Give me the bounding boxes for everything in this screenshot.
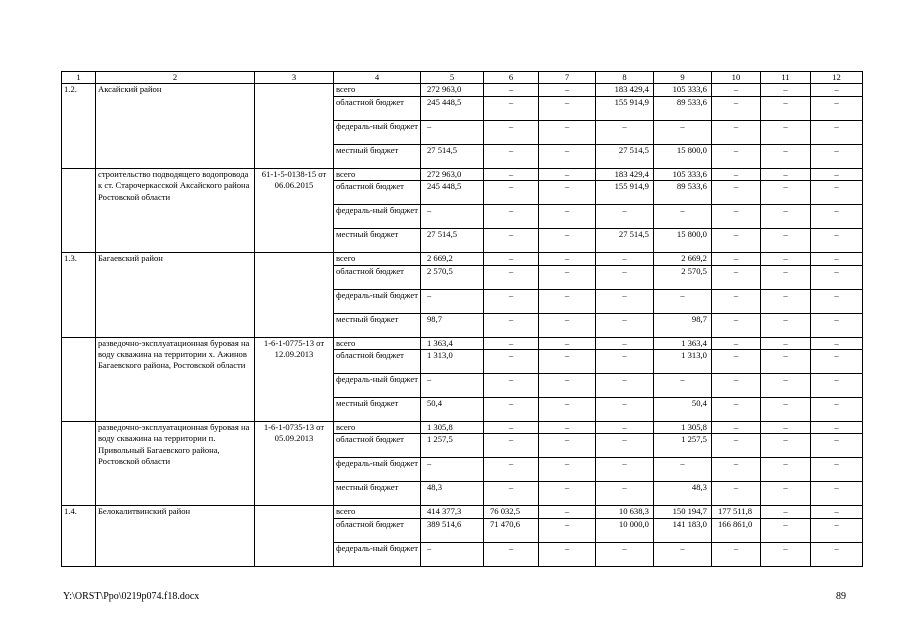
value-col5: 1 257,5 [420, 434, 483, 458]
item-code [255, 506, 334, 566]
value-col6: – [483, 542, 538, 566]
header-row [62, 72, 863, 84]
value-col10: – [711, 458, 760, 482]
value-col5: 48,3 [420, 482, 483, 506]
item-number: 1.4. [62, 506, 96, 566]
value-col9: – [653, 120, 711, 144]
value-col8: – [595, 205, 653, 229]
item-name: Аксайский район [96, 84, 255, 168]
funding-source: федераль-ный бюджет [334, 289, 421, 313]
value-col10: – [711, 398, 760, 422]
column-header: 6 [483, 72, 538, 84]
item-name: строительство подводящего водопровода к ст. Старочеркасской Аксайского района Ростовской области [96, 168, 255, 252]
value-col11: – [760, 542, 810, 566]
value-col7: – [538, 96, 595, 120]
column-header: 4 [334, 72, 421, 84]
value-col12: – [810, 422, 862, 434]
value-col6: – [483, 422, 538, 434]
funding-source: местный бюджет [334, 144, 421, 168]
value-col7: – [538, 374, 595, 398]
value-col9: 150 194,7 [653, 506, 711, 518]
value-col7: – [538, 168, 595, 180]
value-col9: 1 363,4 [653, 337, 711, 349]
column-header: 7 [538, 72, 595, 84]
value-col5: 2 570,5 [420, 265, 483, 289]
funding-source: местный бюджет [334, 229, 421, 253]
item-name: разведочно-эксплуатационная буровая на воду скважина на территории х. Ажинов Багаевского района, Ростовской области [96, 337, 255, 421]
value-col11: – [760, 289, 810, 313]
funding-source: местный бюджет [334, 313, 421, 337]
column-header: 11 [760, 72, 810, 84]
table-row [62, 253, 863, 265]
value-col5: 245 448,5 [420, 96, 483, 120]
value-col7: – [538, 458, 595, 482]
funding-source: федераль-ный бюджет [334, 205, 421, 229]
value-col7: – [538, 337, 595, 349]
value-col5: 2 669,2 [420, 253, 483, 265]
item-number [62, 337, 96, 421]
funding-source: федераль-ный бюджет [334, 542, 421, 566]
value-col6: – [483, 434, 538, 458]
value-col9: 1 313,0 [653, 350, 711, 374]
funding-source: всего [334, 337, 421, 349]
value-col5: – [420, 120, 483, 144]
item-name: разведочно-эксплуатационная буровая на воду скважина на территории п. Привольный Багаевского района, Ростовской области [96, 422, 255, 506]
value-col6: – [483, 144, 538, 168]
value-col7: – [538, 434, 595, 458]
value-col7: – [538, 422, 595, 434]
value-col11: – [760, 518, 810, 542]
value-col7: – [538, 265, 595, 289]
value-col11: – [760, 205, 810, 229]
value-col5: 27 514,5 [420, 229, 483, 253]
value-col8: 183 429,4 [595, 84, 653, 96]
value-col5: 414 377,3 [420, 506, 483, 518]
value-col5: 1 305,8 [420, 422, 483, 434]
value-col6: – [483, 229, 538, 253]
value-col11: – [760, 181, 810, 205]
value-col9: 50,4 [653, 398, 711, 422]
value-col11: – [760, 422, 810, 434]
value-col12: – [810, 518, 862, 542]
value-col12: – [810, 337, 862, 349]
value-col8: – [595, 289, 653, 313]
value-col5: 272 963,0 [420, 168, 483, 180]
value-col12: – [810, 458, 862, 482]
value-col10: – [711, 289, 760, 313]
value-col7: – [538, 84, 595, 96]
value-col12: – [810, 374, 862, 398]
value-col11: – [760, 313, 810, 337]
value-col8: 27 514,5 [595, 229, 653, 253]
column-header: 5 [420, 72, 483, 84]
value-col9: 1 305,8 [653, 422, 711, 434]
funding-source: областной бюджет [334, 350, 421, 374]
column-header: 10 [711, 72, 760, 84]
value-col9: – [653, 205, 711, 229]
value-col10: – [711, 350, 760, 374]
value-col11: – [760, 253, 810, 265]
value-col12: – [810, 506, 862, 518]
table-row [62, 168, 863, 180]
value-col6: – [483, 313, 538, 337]
value-col12: – [810, 542, 862, 566]
value-col10: – [711, 181, 760, 205]
page-number: 89 [836, 591, 846, 602]
value-col12: – [810, 482, 862, 506]
table-row [62, 337, 863, 349]
value-col6: – [483, 120, 538, 144]
value-col5: 272 963,0 [420, 84, 483, 96]
column-header: 9 [653, 72, 711, 84]
funding-source: федераль-ный бюджет [334, 458, 421, 482]
value-col10: – [711, 144, 760, 168]
column-header: 2 [96, 72, 255, 84]
value-col10: – [711, 168, 760, 180]
value-col7: – [538, 253, 595, 265]
funding-source: всего [334, 168, 421, 180]
value-col8: – [595, 253, 653, 265]
value-col6: – [483, 84, 538, 96]
column-header: 1 [62, 72, 96, 84]
value-col6: – [483, 398, 538, 422]
value-col10: – [711, 120, 760, 144]
value-col5: – [420, 542, 483, 566]
value-col10: – [711, 84, 760, 96]
value-col12: – [810, 398, 862, 422]
value-col7: – [538, 542, 595, 566]
value-col5: 27 514,5 [420, 144, 483, 168]
value-col11: – [760, 337, 810, 349]
value-col12: – [810, 265, 862, 289]
funding-source: всего [334, 84, 421, 96]
value-col10: – [711, 96, 760, 120]
item-name: Багаевский район [96, 253, 255, 337]
item-name: Белокалитвинский район [96, 506, 255, 566]
value-col9: – [653, 374, 711, 398]
funding-source: областной бюджет [334, 96, 421, 120]
value-col7: – [538, 205, 595, 229]
value-col8: – [595, 398, 653, 422]
table-row [62, 506, 863, 518]
item-code: 1-6-1-0735-13 от 05.09.2013 [255, 422, 334, 506]
funding-source: всего [334, 422, 421, 434]
funding-source: областной бюджет [334, 434, 421, 458]
value-col6: – [483, 181, 538, 205]
value-col7: – [538, 482, 595, 506]
value-col8: – [595, 482, 653, 506]
value-col6: – [483, 350, 538, 374]
value-col8: 10 638,3 [595, 506, 653, 518]
value-col11: – [760, 458, 810, 482]
value-col11: – [760, 482, 810, 506]
value-col12: – [810, 181, 862, 205]
value-col12: – [810, 120, 862, 144]
value-col7: – [538, 350, 595, 374]
value-col6: 71 470,6 [483, 518, 538, 542]
value-col5: 1 363,4 [420, 337, 483, 349]
value-col10: – [711, 374, 760, 398]
value-col6: – [483, 205, 538, 229]
value-col5: 245 448,5 [420, 181, 483, 205]
value-col9: 105 333,6 [653, 168, 711, 180]
value-col7: – [538, 518, 595, 542]
value-col10: – [711, 422, 760, 434]
value-col10: – [711, 253, 760, 265]
value-col8: – [595, 265, 653, 289]
value-col11: – [760, 168, 810, 180]
value-col8: – [595, 458, 653, 482]
column-header: 12 [810, 72, 862, 84]
value-col5: 1 313,0 [420, 350, 483, 374]
value-col12: – [810, 168, 862, 180]
value-col9: – [653, 542, 711, 566]
value-col9: 105 333,6 [653, 84, 711, 96]
value-col5: 98,7 [420, 313, 483, 337]
item-number: 1.3. [62, 253, 96, 337]
value-col8: – [595, 542, 653, 566]
value-col8: – [595, 313, 653, 337]
value-col9: 1 257,5 [653, 434, 711, 458]
funding-source: областной бюджет [334, 265, 421, 289]
value-col7: – [538, 398, 595, 422]
item-code: 1-6-1-0775-13 от 12.09.2013 [255, 337, 334, 421]
value-col7: – [538, 313, 595, 337]
value-col9: 89 533,6 [653, 181, 711, 205]
value-col12: – [810, 253, 862, 265]
value-col8: – [595, 374, 653, 398]
value-col8: 183 429,4 [595, 168, 653, 180]
value-col12: – [810, 84, 862, 96]
value-col9: 98,7 [653, 313, 711, 337]
value-col8: – [595, 434, 653, 458]
value-col9: – [653, 458, 711, 482]
value-col7: – [538, 144, 595, 168]
value-col8: – [595, 337, 653, 349]
value-col5: – [420, 289, 483, 313]
value-col6: – [483, 374, 538, 398]
value-col5: – [420, 458, 483, 482]
value-col11: – [760, 398, 810, 422]
value-col7: – [538, 289, 595, 313]
value-col11: – [760, 144, 810, 168]
value-col12: – [810, 96, 862, 120]
value-col6: 76 032,5 [483, 506, 538, 518]
budget-table [61, 71, 863, 567]
value-col6: – [483, 337, 538, 349]
value-col9: 89 533,6 [653, 96, 711, 120]
table-row [62, 422, 863, 434]
value-col5: 389 514,6 [420, 518, 483, 542]
value-col8: 155 914,9 [595, 181, 653, 205]
value-col6: – [483, 458, 538, 482]
item-number [62, 422, 96, 506]
value-col12: – [810, 350, 862, 374]
value-col9: 48,3 [653, 482, 711, 506]
value-col12: – [810, 229, 862, 253]
value-col11: – [760, 84, 810, 96]
value-col9: 2 570,5 [653, 265, 711, 289]
value-col12: – [810, 144, 862, 168]
value-col6: – [483, 168, 538, 180]
value-col6: – [483, 253, 538, 265]
item-code [255, 84, 334, 168]
value-col6: – [483, 96, 538, 120]
value-col10: – [711, 229, 760, 253]
value-col8: – [595, 422, 653, 434]
value-col10: – [711, 482, 760, 506]
item-number: 1.2. [62, 84, 96, 168]
funding-source: федераль-ный бюджет [334, 374, 421, 398]
funding-source: областной бюджет [334, 181, 421, 205]
item-number [62, 168, 96, 252]
value-col12: – [810, 434, 862, 458]
funding-source: федераль-ный бюджет [334, 120, 421, 144]
funding-source: всего [334, 506, 421, 518]
funding-source: местный бюджет [334, 482, 421, 506]
value-col11: – [760, 374, 810, 398]
value-col9: 15 800,0 [653, 144, 711, 168]
value-col9: 2 669,2 [653, 253, 711, 265]
value-col5: – [420, 205, 483, 229]
value-col11: – [760, 350, 810, 374]
value-col7: – [538, 181, 595, 205]
value-col10: 177 511,8 [711, 506, 760, 518]
value-col11: – [760, 96, 810, 120]
value-col10: – [711, 265, 760, 289]
value-col11: – [760, 229, 810, 253]
value-col10: – [711, 205, 760, 229]
value-col8: 155 914,9 [595, 96, 653, 120]
value-col11: – [760, 265, 810, 289]
value-col10: – [711, 542, 760, 566]
value-col9: 141 183,0 [653, 518, 711, 542]
value-col8: – [595, 120, 653, 144]
value-col10: 166 861,0 [711, 518, 760, 542]
value-col7: – [538, 506, 595, 518]
value-col8: 10 000,0 [595, 518, 653, 542]
footer-file-path: Y:\ORST\Ppo\0219p074.f18.docx [63, 591, 200, 602]
value-col5: 50,4 [420, 398, 483, 422]
funding-source: местный бюджет [334, 398, 421, 422]
value-col11: – [760, 434, 810, 458]
value-col8: – [595, 350, 653, 374]
value-col6: – [483, 289, 538, 313]
value-col10: – [711, 434, 760, 458]
column-header: 3 [255, 72, 334, 84]
value-col9: – [653, 289, 711, 313]
value-col6: – [483, 265, 538, 289]
value-col7: – [538, 229, 595, 253]
item-code [255, 253, 334, 337]
value-col9: 15 800,0 [653, 229, 711, 253]
table-row [62, 84, 863, 96]
value-col12: – [810, 205, 862, 229]
funding-source: областной бюджет [334, 518, 421, 542]
item-code: 61-1-5-0138-15 от 06.06.2015 [255, 168, 334, 252]
value-col5: – [420, 374, 483, 398]
value-col12: – [810, 313, 862, 337]
value-col11: – [760, 506, 810, 518]
value-col10: – [711, 337, 760, 349]
value-col10: – [711, 313, 760, 337]
value-col7: – [538, 120, 595, 144]
value-col6: – [483, 482, 538, 506]
funding-source: всего [334, 253, 421, 265]
value-col12: – [810, 289, 862, 313]
value-col8: 27 514,5 [595, 144, 653, 168]
value-col11: – [760, 120, 810, 144]
column-header: 8 [595, 72, 653, 84]
